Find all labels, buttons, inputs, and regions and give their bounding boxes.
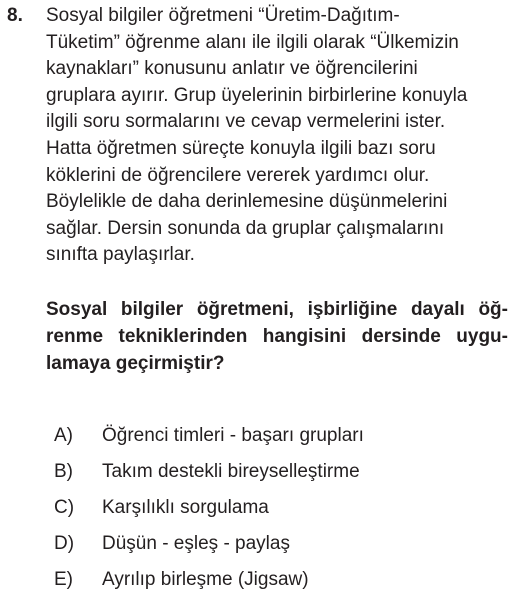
option-text: Karşılıklı sorgulama bbox=[102, 497, 269, 518]
option-letter: B) bbox=[54, 461, 73, 482]
option-c[interactable] bbox=[46, 494, 516, 522]
stem-line: sınıfta paylaşırlar. bbox=[46, 244, 195, 266]
prompt-line: lamaya geçirmiştir? bbox=[46, 353, 225, 374]
option-a[interactable] bbox=[46, 422, 516, 450]
option-letter: D) bbox=[54, 533, 75, 554]
option-b[interactable] bbox=[46, 458, 516, 486]
stem-line: Sosyal bilgiler öğretmeni “Üretim-Dağıtım- bbox=[46, 5, 400, 26]
option-text: Düşün - eşleş - paylaş bbox=[102, 533, 290, 554]
stem-line: gruplara ayırır. Grup üyelerinin birbirlerine konuyla bbox=[46, 84, 468, 106]
option-text: Ayrılıp birleşme (Jigsaw) bbox=[102, 569, 309, 590]
option-text: Öğrenci timleri - başarı grupları bbox=[102, 425, 364, 446]
option-text: Takım destekli bireyselleştirme bbox=[102, 461, 360, 482]
prompt-line: Sosyal bilgiler öğretmeni, işbirliğine dayalı öğ- bbox=[46, 299, 508, 320]
prompt-line: renme tekniklerinden hangisini dersinde uygu- bbox=[46, 326, 508, 347]
stem-line: Hatta öğretmen süreçte konuyla ilgili bazı soru bbox=[46, 137, 436, 159]
option-e[interactable] bbox=[46, 566, 516, 594]
stem-line: köklerini de öğrencilere vererek yardımcı olur. bbox=[46, 164, 430, 186]
stem-line: Tüketim” öğrenme alanı ile ilgili olarak “Ülkemizin bbox=[46, 31, 459, 53]
stem-line: ilgili soru sormalarını ve cevap vermelerini ister. bbox=[46, 111, 446, 133]
option-letter: E) bbox=[54, 569, 73, 590]
option-letter: C) bbox=[54, 497, 75, 518]
question-prompt bbox=[46, 296, 508, 377]
stem-line: sağlar. Dersin sonunda da gruplar çalışmalarını bbox=[46, 217, 445, 239]
question-number: 8. bbox=[7, 5, 23, 26]
option-d[interactable] bbox=[46, 530, 516, 558]
question-stem bbox=[46, 3, 516, 269]
stem-line: kaynakları” konusunu anlatır ve öğrencilerini bbox=[46, 58, 418, 80]
option-letter: A) bbox=[54, 425, 73, 446]
stem-line: Böylelikle de daha derinlemesine düşünmelerini bbox=[46, 191, 448, 213]
